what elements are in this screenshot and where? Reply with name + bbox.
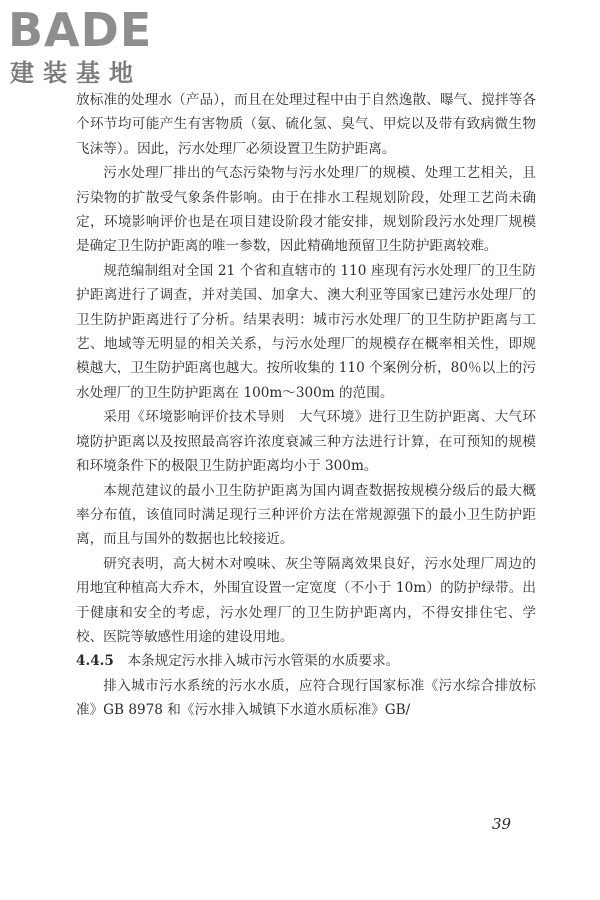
page-body bbox=[76, 88, 536, 723]
logo-wordmark: BADE bbox=[8, 3, 153, 57]
paragraph-survey-results: 规范编制组对全国 21 个省和直辖市的 110 座现有污水处理厂的卫生防护距离进行了调查，并对美国、加拿大、澳大利亚等国家已建污水处理厂的卫生防护距离进行了分析。结果表明：城市污水处理厂的卫生防护距离与工艺、地域等无明显的相关关系，与污水处理厂的规模存在概率相关性，即规模越大，卫生防护距离也越大。按所收集的 110 个案例分析，80％以上的污水处理厂的卫生防护距离在 100m～300m 的范围。 bbox=[76, 262, 536, 401]
logo-tagline: 建装基地 bbox=[10, 59, 142, 87]
section-number: 4.4.5 bbox=[76, 653, 114, 670]
paragraph-water-quality: 排入城市污水系统的污水水质，应符合现行国家标准《污水综合排放标准》GB 8978 和《污水排入城镇下水道水质标准》GB/ bbox=[76, 677, 536, 719]
paragraph-recommended-distance: 本规范建议的最小卫生防护距离为国内调查数据按规模分级后的最大概率分布值，该值同时满足现行三种评价方法在常规源强下的最小卫生防护距离，而且与国外的数据也比较接近。 bbox=[76, 482, 536, 548]
paragraph-continuation: 放标准的处理水（产品），而且在处理过程中由于自然逸散、曝气、搅拌等各个环节均可能产生有害物质（氨、硫化氢、臭气、甲烷以及带有致病微生物飞沫等）。因此，污水处理厂必须设置卫生防护距离。 bbox=[76, 92, 536, 157]
paragraph-calculation-methods: 采用《环境影响评价技术导则 大气环境》进行卫生防护距离、大气环境防护距离以及按照最高容许浓度衰减三种方法进行计算，在可预知的规模和环境条件下的极限卫生防护距离均小于 300m。 bbox=[76, 409, 536, 475]
page-number: 39 bbox=[492, 815, 512, 833]
paragraph-pollutant-factors: 污水处理厂排出的气态污染物与污水处理厂的规模、处理工艺相关，且污染物的扩散受气象条件影响。由于在排水工程规划阶段，处理工艺尚未确定，环境影响评价也是在项目建设阶段才能安排，规划阶段污水处理厂规模是确定卫生防护距离的唯一参数，因此精确地预留卫生防护距离较难。 bbox=[76, 165, 536, 255]
section-spacer bbox=[114, 653, 128, 669]
section-heading bbox=[76, 649, 536, 673]
logo bbox=[8, 4, 178, 90]
paragraph-green-belt: 研究表明，高大树木对嗅味、灰尘等隔离效果良好，污水处理厂周边的用地宜种植高大乔木，外围宜设置一定宽度（不小于 10m）的防护绿带。出于健康和安全的考虑，污水处理厂的卫生防护距离内，不得安排住宅、学校、医院等敏感性用途的建设用地。 bbox=[76, 555, 536, 645]
section-title: 本条规定污水排入城市污水管渠的水质要求。 bbox=[127, 653, 400, 670]
